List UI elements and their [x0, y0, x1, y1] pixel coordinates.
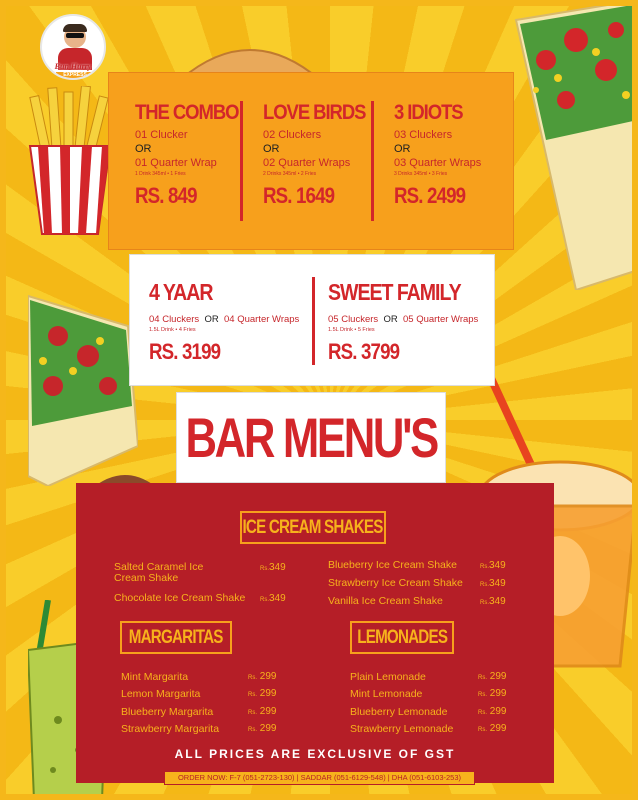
- combo-extras: 1.5L Drink • 5 Fries: [328, 327, 375, 333]
- combo-or: OR: [135, 143, 152, 155]
- combo-price: RS. 3799: [328, 339, 400, 364]
- menu-item-strawberry-margarita: Strawberry Margarita: [121, 723, 220, 735]
- brand-logo: [40, 14, 106, 80]
- combo-or: OR: [263, 143, 280, 155]
- menu-price: Rs.349: [480, 560, 506, 571]
- combo-extras: 1 Drink 345ml • 1 Fries: [135, 171, 186, 177]
- section-margaritas: [120, 621, 232, 654]
- combo-name: 3 IDIOTS: [394, 101, 463, 124]
- menu-item-salted-caramel-shake: Salted Caramel Ice Cream Shake: [114, 561, 204, 584]
- menu-item-lemon-margarita: Lemon Margarita: [121, 688, 201, 700]
- combo-option-1: 01 Clucker: [135, 129, 188, 141]
- combo-name: LOVE BIRDS: [263, 101, 366, 124]
- combo-love-birds: [263, 101, 379, 209]
- combo-4-yaar: [149, 279, 299, 365]
- combo-panel-orange: [108, 72, 514, 250]
- menu-item-strawberry-lemonade: Strawberry Lemonade: [350, 723, 454, 735]
- combo-extras: 3 Drinks 345ml • 3 Fries: [394, 171, 448, 177]
- combo-price: RS. 3199: [149, 339, 221, 364]
- menu-item-strawberry-shake: Strawberry Ice Cream Shake: [328, 577, 463, 589]
- menu-item-chocolate-shake: Chocolate Ice Cream Shake: [114, 592, 246, 604]
- combo-extras: 1.5L Drink • 4 Fries: [149, 327, 196, 333]
- menu-price: Rs. 299: [478, 671, 507, 682]
- menu-item-plain-lemonade: Plain Lemonade: [350, 671, 426, 683]
- combo-price: RS. 1649: [263, 183, 335, 208]
- wrap-illustration-top: [506, 0, 638, 290]
- fries-illustration: [28, 86, 118, 236]
- menu-item-blueberry-margarita: Blueberry Margarita: [121, 706, 214, 718]
- combo-options: 04 Cluckers OR 04 Quarter Wraps: [149, 314, 300, 325]
- combo-name: THE COMBO: [135, 101, 239, 124]
- section-title: ICE CREAM SHAKES: [242, 516, 384, 538]
- section-ice-cream-shakes: [240, 511, 386, 544]
- combo-divider: [371, 101, 374, 221]
- menu-item-mint-margarita: Mint Margarita: [121, 671, 189, 683]
- brand-tagline: EXPRESS: [56, 72, 94, 78]
- menu-price: Rs.349: [480, 596, 506, 607]
- combo-option-2: 02 Quarter Wraps: [263, 157, 351, 169]
- combo-the-combo: [135, 101, 253, 209]
- menu-item-blueberry-lemonade: Blueberry Lemonade: [350, 706, 448, 718]
- combo-name: SWEET FAMILY: [328, 279, 461, 305]
- combo-divider: [240, 101, 243, 221]
- section-title: LEMONADES: [357, 626, 447, 648]
- combo-divider: [312, 277, 315, 365]
- combo-option-2: 01 Quarter Wrap: [135, 157, 217, 169]
- logo-mascot-hair: [63, 24, 87, 32]
- menu-price: Rs. 299: [248, 688, 277, 699]
- menu-item-vanilla-shake: Vanilla Ice Cream Shake: [328, 595, 443, 607]
- combo-option-1: 02 Cluckers: [263, 129, 322, 141]
- section-lemonades: [350, 621, 454, 654]
- combo-price: RS. 2499: [394, 183, 466, 208]
- combo-option-2: 03 Quarter Wraps: [394, 157, 482, 169]
- order-now-bar: ORDER NOW: F-7 (051-2723-130) | SADDAR (051-6129-548) | DHA (051-6103-253): [164, 771, 475, 785]
- bar-menu-panel: [76, 483, 554, 783]
- combo-option-1: 03 Cluckers: [394, 129, 453, 141]
- section-title: MARGARITAS: [129, 626, 223, 648]
- combo-options: 05 Cluckers OR 05 Quarter Wraps: [328, 314, 479, 325]
- combo-name: 4 YAAR: [149, 279, 213, 305]
- combo-3-idiots: [394, 101, 481, 209]
- wrap-illustration-mid: [28, 286, 138, 486]
- logo-mascot-sunglasses: [66, 33, 84, 38]
- menu-price: Rs.349: [260, 593, 286, 604]
- combo-or: OR: [394, 143, 411, 155]
- combo-sweet-family: [328, 279, 484, 365]
- brand-name: Bun Hurry: [54, 62, 92, 71]
- menu-price: Rs.349: [260, 562, 286, 573]
- gst-note: ALL PRICES ARE EXCLUSIVE OF GST: [174, 747, 456, 761]
- bar-menu-title: BAR MENU'S: [185, 406, 437, 469]
- bar-menu-title-box: [176, 392, 446, 483]
- menu-price: Rs.349: [480, 578, 506, 589]
- menu-item-mint-lemonade: Mint Lemonade: [350, 688, 423, 700]
- menu-price: Rs. 299: [478, 723, 507, 734]
- menu-price: Rs. 299: [478, 688, 507, 699]
- combo-price: RS. 849: [135, 183, 197, 208]
- combo-extras: 2 Drinks 345ml • 2 Fries: [263, 171, 317, 177]
- menu-price: Rs. 299: [248, 723, 277, 734]
- menu-price: Rs. 299: [478, 706, 507, 717]
- menu-item-blueberry-shake: Blueberry Ice Cream Shake: [328, 559, 457, 571]
- menu-price: Rs. 299: [248, 706, 277, 717]
- combo-panel-white: [129, 254, 495, 386]
- menu-price: Rs. 299: [248, 671, 277, 682]
